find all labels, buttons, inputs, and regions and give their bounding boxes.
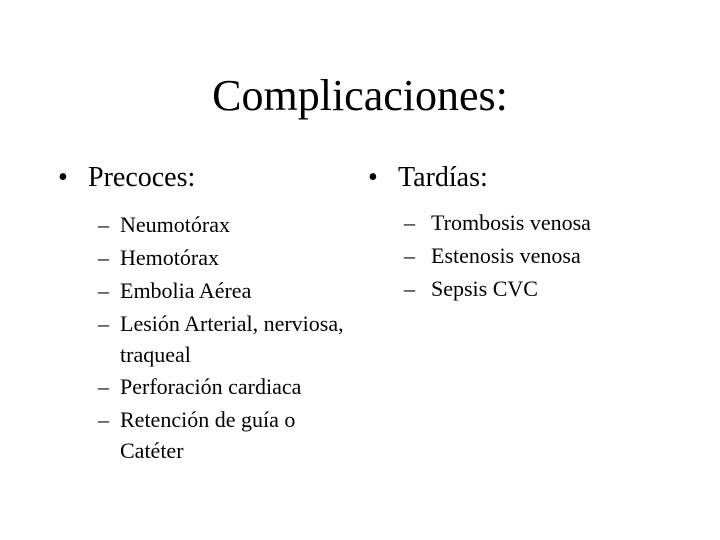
right-column (368, 160, 668, 305)
list-item (404, 272, 668, 305)
left-column (58, 160, 358, 466)
bullet-tardias (368, 160, 668, 196)
item-text: Estenosis venosa (431, 243, 581, 268)
list-item (98, 274, 358, 307)
list-item (98, 307, 358, 370)
list-item (404, 206, 668, 239)
list-precoces (98, 208, 358, 466)
list-tardias (404, 206, 668, 305)
item-text: Trombosis venosa (431, 210, 591, 235)
heading-tardias: Tardías: (398, 162, 488, 193)
dash-marker: – (98, 212, 109, 237)
heading-precoces: Precoces: (88, 162, 196, 193)
dash-marker: – (98, 245, 109, 270)
bullet-precoces (58, 160, 358, 196)
dash-marker: – (404, 276, 415, 301)
list-item (98, 370, 358, 403)
bullet-dot: • (368, 162, 378, 193)
dash-marker: – (98, 278, 109, 303)
item-text: Neumotórax (120, 212, 230, 237)
item-text: Embolia Aérea (120, 278, 252, 303)
dash-marker: – (404, 210, 415, 235)
dash-marker: – (404, 243, 415, 268)
item-text: Retención de guía o Catéter (120, 407, 296, 463)
dash-marker: – (98, 407, 109, 432)
bullet-dot: • (58, 162, 68, 193)
dash-marker: – (98, 311, 109, 336)
dash-marker: – (98, 374, 109, 399)
item-text: Hemotórax (120, 245, 219, 270)
list-item (98, 403, 358, 466)
list-item (98, 241, 358, 274)
slide-title: Complicaciones: (212, 71, 508, 120)
item-text: Lesión Arterial, nerviosa, traqueal (120, 311, 344, 367)
item-text: Perforación cardiaca (120, 374, 302, 399)
list-item (98, 208, 358, 241)
list-item (404, 239, 668, 272)
item-text: Sepsis CVC (431, 276, 538, 301)
